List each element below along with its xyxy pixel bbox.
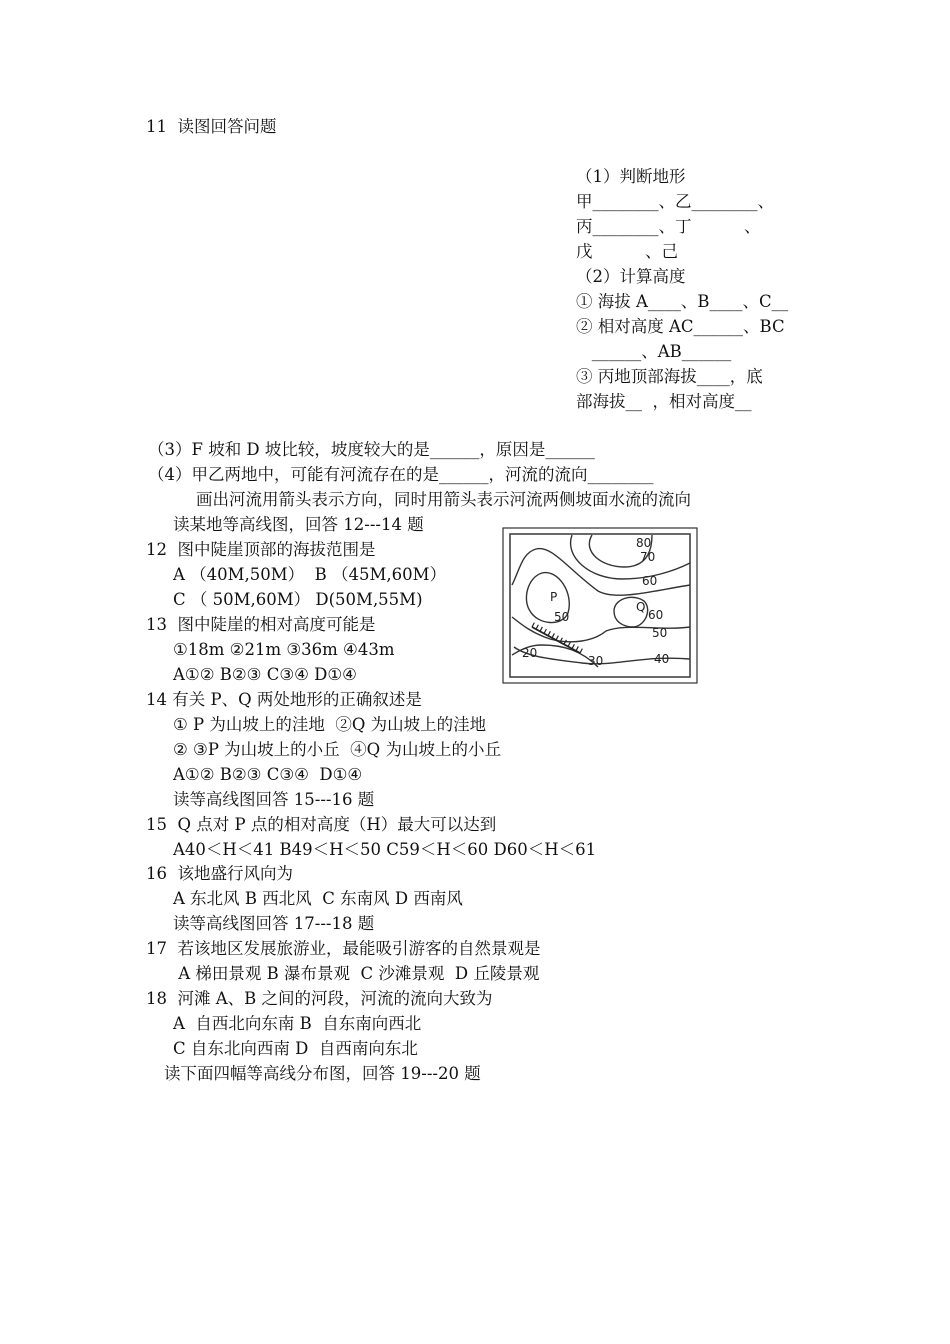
q15-option-line-1: A40＜H＜41 B49＜H＜50 C59＜H＜60 D60＜H＜61 (173, 840, 597, 859)
q12-option-line-2: C （ 50M,60M） D(50M,55M) (173, 590, 423, 609)
q11-right-line-9: ③ 丙地顶部海拔____，底 (576, 367, 763, 386)
label-q: Q (636, 600, 646, 614)
q18-stem: 18 河滩 A、B 之间的河段，河流的流向大致为 (146, 989, 493, 1008)
q11-part3: （3）F 坡和 D 坡比较，坡度较大的是______，原因是______ (148, 440, 595, 459)
q14-option-line-1: ① P 为山坡上的洼地 ②Q 为山坡上的洼地 (173, 715, 487, 734)
q11-right-line-1: （1）判断地形 (576, 167, 686, 186)
q11-title: 11 读图回答问题 (146, 117, 277, 136)
q11-right-line-2: 甲________、乙________、 (576, 192, 774, 211)
q11-right-line-6: ① 海拔 A____、B____、C__ (576, 292, 789, 311)
q11-right-line-5: （2）计算高度 (576, 267, 686, 286)
label-p: P (550, 590, 558, 604)
q11-draw-instruction: 画出河流用箭头表示方向，同时用箭头表示河流两侧坡面水流的流向 (196, 490, 691, 509)
label-50: 50 (652, 626, 668, 640)
q11-right-line-10: 部海拔__ ，相对高度__ (576, 392, 752, 411)
q11-right-line-8: ______、AB______ (576, 342, 732, 361)
q18-option-line-2: C 自东北向西南 D 自西南向东北 (173, 1039, 418, 1058)
q11-right-line-4: 戊 、己 (576, 242, 678, 261)
q11-right-line-3: 丙________、丁 、 (576, 217, 761, 236)
q14-option-line-3: A①② B②③ C③④ D①④ (173, 765, 363, 784)
q18-option-line-1: A 自西北向东南 B 自东南向西北 (173, 1014, 422, 1033)
intro-19-20: 读下面四幅等高线分布图，回答 19---20 题 (164, 1064, 481, 1083)
q11-right-line-7: ② 相对高度 AC______、BC (576, 317, 785, 336)
q16-stem: 16 该地盛行风向为 (146, 864, 293, 883)
q11-part4: （4）甲乙两地中，可能有河流存在的是______，河流的流向________ (148, 465, 654, 484)
q12-option-line-1: A （40M,50M） B （45M,60M） (173, 565, 447, 584)
q16-option-line-1: A 东北风 B 西北风 C 东南风 D 西南风 (173, 889, 463, 908)
intro-17-18: 读等高线图回答 17---18 题 (173, 914, 375, 933)
q17-option-line-1: A 梯田景观 B 瀑布景观 C 沙滩景观 D 丘陵景观 (173, 964, 540, 983)
label-70: 70 (640, 550, 656, 564)
label-30: 30 (588, 654, 604, 668)
label-20: 20 (522, 646, 538, 660)
q12-stem: 12 图中陡崖顶部的海拔范围是 (146, 540, 376, 559)
q15-stem: 15 Q 点对 P 点的相对高度（H）最大可以达到 (146, 815, 497, 834)
q13-option-line-2: A①② B②③ C③④ D①④ (173, 665, 357, 684)
label-q-60: 60 (648, 608, 664, 622)
label-40: 40 (654, 652, 670, 666)
intro-15-16: 读等高线图回答 15---16 题 (173, 790, 375, 809)
q17-stem: 17 若该地区发展旅游业，最能吸引游客的自然景观是 (146, 939, 541, 958)
intro-12-14: 读某地等高线图，回答 12---14 题 (173, 515, 424, 534)
q13-stem: 13 图中陡崖的相对高度可能是 (146, 615, 376, 634)
label-p-50: 50 (554, 610, 570, 624)
q13-option-line-1: ①18m ②21m ③36m ④43m (173, 640, 395, 659)
contour-map (502, 527, 698, 684)
label-80: 80 (636, 536, 652, 550)
q14-option-line-2: ② ③P 为山坡上的小丘 ④Q 为山坡上的小丘 (173, 740, 501, 759)
label-60: 60 (642, 574, 658, 588)
q14-stem: 14 有关 P、Q 两处地形的正确叙述是 (146, 690, 422, 709)
